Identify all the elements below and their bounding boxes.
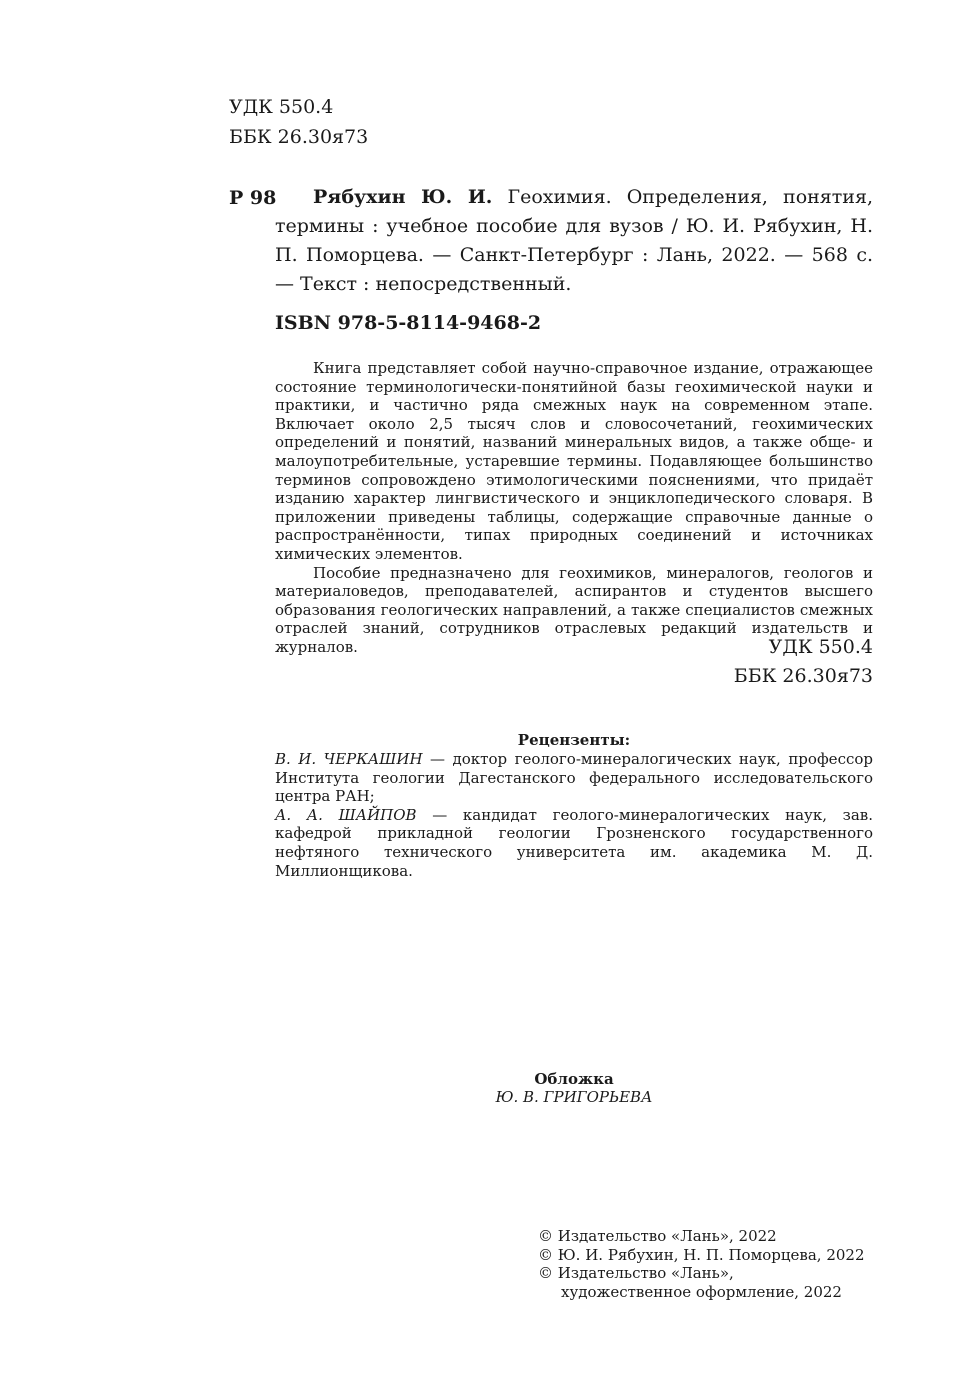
annotation-paragraph: Пособие предназначено для геохимиков, минералогов, геологов и материаловедов, преподавателей, аспирантов и студентов высшего образования геологических направлений, а также специалистов смежных отраслей знаний, сотрудников отраслевых редакций издательств и журналов.	[275, 563, 873, 656]
copyright-line: художественное оформление, 2022	[561, 1282, 842, 1301]
reviewer-description: — кандидат геолого-минералогических наук, зав. кафедрой прикладной геологии Грозненского государственного нефтяного технического университета им. академика М. Д. Миллионщикова.	[275, 805, 873, 880]
copyright-line: © Издательство «Лань», 2022	[538, 1227, 777, 1245]
annotation-paragraph: Книга представляет собой научно-справочное издание, отражающее состояние терминологически-понятийной базы геохимической науки и практики, и частично ряда смежных наук на современном этапе. Включает около 2,5 тысяч слов и словосочетаний, геохимических определений и понятий, названий минеральных видов, а также обще- и малоупотребительные, устаревшие термины. Подавляющее большинство терминов сопровождено этимологическими пояснениями, что придаёт изданию характер лингвистического и энциклопедического словаря. В приложении приведены таблицы, содержащие справочные данные о распространённости, типах природных соединений и источниках химических элементов.	[275, 359, 873, 563]
udk-code: УДК 550.4	[768, 636, 873, 658]
cover-credit	[275, 1070, 873, 1106]
isbn: ISBN 978-5-8114-9468-2	[275, 312, 542, 334]
bbk-code: ББК 26.30я73	[229, 126, 369, 148]
reviewers-list	[275, 750, 873, 880]
bbk-code: ББК 26.30я73	[733, 665, 873, 687]
udk-bbk-header	[229, 92, 368, 152]
reviewer-entry	[275, 806, 873, 880]
bibliographic-record	[275, 183, 873, 299]
reviewer-entry	[275, 750, 873, 806]
author-code: Р 98	[229, 187, 277, 209]
copyright-line: © Ю. И. Рябухин, Н. П. Поморцева, 2022	[538, 1245, 865, 1264]
reviewer-name: В. И. ЧЕРКАШИН	[275, 750, 423, 768]
cover-title: Обложка	[534, 1070, 614, 1088]
author-name: Рябухин Ю. И.	[313, 186, 493, 208]
annotation	[275, 359, 873, 657]
udk-code: УДК 550.4	[229, 96, 334, 118]
reviewers-heading: Рецензенты:	[517, 731, 631, 749]
copyright-block	[538, 1227, 878, 1301]
copyright-line: © Издательство «Лань»,	[538, 1264, 734, 1282]
cover-artist: Ю. В. ГРИГОРЬЕВА	[495, 1088, 653, 1106]
reviewer-name: А. А. ШАЙПОВ	[275, 805, 417, 824]
reviewer-description: — доктор геолого-минералогических наук, профессор Института геологии Дагестанского федерального исследовательского центра РАН;	[275, 750, 873, 806]
bibliographic-description: Геохимия. Определения, понятия, термины : учебное пособие для вузов / Ю. И. Рябухин, Н. П. Поморцева. — Санкт-Петербург : Лань, 2022. — 568 с. — Текст : непосредственный.	[275, 186, 873, 295]
udk-bbk-footer	[600, 633, 873, 691]
